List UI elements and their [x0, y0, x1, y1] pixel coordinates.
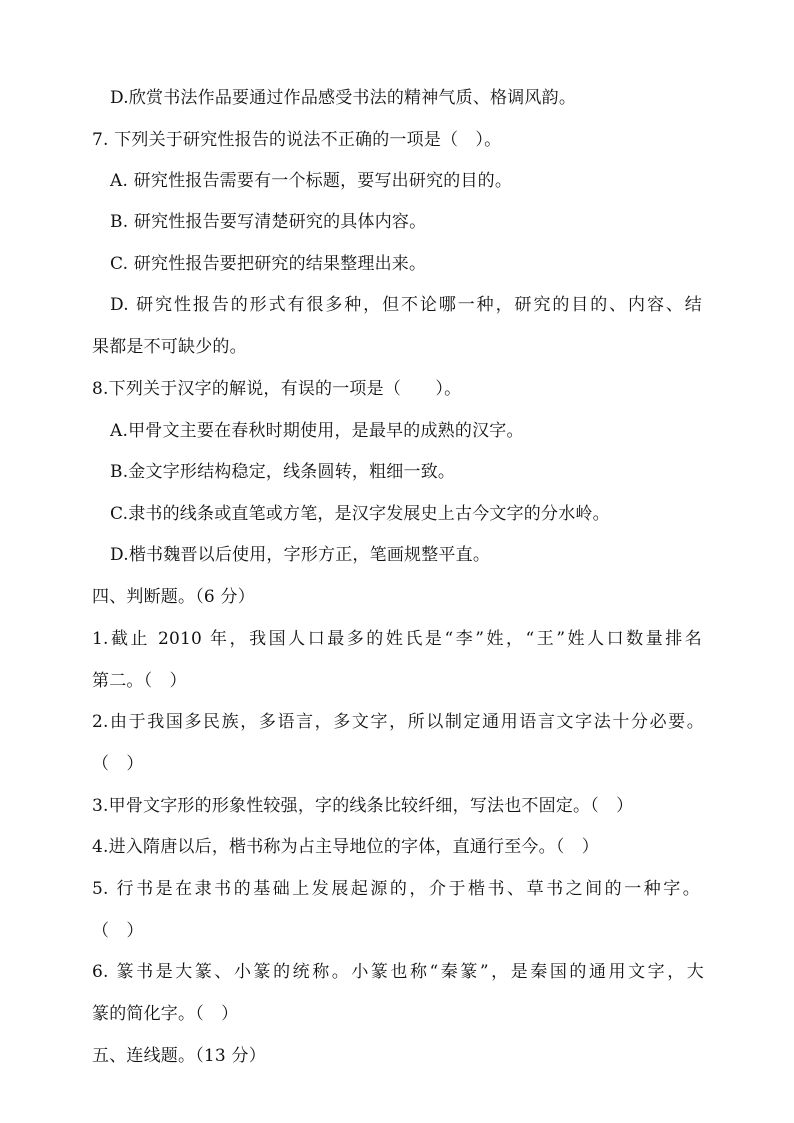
q8-stem: 8.下列关于汉字的解说，有误的一项是（ ）。	[92, 379, 462, 399]
judge-5-line1: 5. 行书是在隶书的基础上发展起源的，介于楷书、草书之间的一种字。	[92, 879, 700, 899]
judge-1-line1: 1.截止 2010 年，我国人口最多的姓氏是“李”姓，“王”姓人口数量排名	[92, 629, 702, 649]
q8-option-b: B.金文字形结构稳定，线条圆转，粗细一致。	[110, 462, 456, 482]
q7-option-d-line1: D. 研究性报告的形式有很多种，但不论哪一种，研究的目的、内容、结	[110, 295, 702, 315]
q8-option-c: C.隶书的线条或直笔或方笔，是汉字发展史上古今文字的分水岭。	[110, 504, 610, 524]
judge-3: 3.甲骨文字形的形象性较强，字的线条比较纤细，写法也不固定。（ ）	[92, 796, 634, 816]
q6-option-d: D.欣赏书法作品要通过作品感受书法的精神气质、格调风韵。	[110, 88, 577, 108]
section-4-heading: 四、判断题。（6 分）	[92, 587, 255, 607]
judge-4: 4.进入隋唐以后，楷书称为占主导地位的字体，直通行至今。（ ）	[92, 837, 599, 857]
judge-6-line1: 6. 篆书是大篆、小篆的统称。小篆也称“秦篆”，是秦国的通用文字，大	[92, 962, 704, 982]
q7-option-b: B. 研究性报告要写清楚研究的具体内容。	[110, 212, 427, 232]
judge-6-line2: 篆的简化字。（ ）	[92, 1004, 239, 1024]
judge-2-line1: 2.由于我国多民族，多语言，多文字，所以制定通用语言文字法十分必要。	[92, 712, 704, 732]
q7-option-c: C. 研究性报告要把研究的结果整理出来。	[110, 254, 427, 274]
judge-2-line2: （ ）	[92, 754, 144, 774]
section-5-heading: 五、连线题。（13 分）	[92, 1046, 266, 1066]
judge-1-line2: 第二。（ ）	[92, 671, 187, 691]
judge-5-line2: （ ）	[92, 921, 144, 941]
q7-option-d-line2: 果都是不可缺少的。	[92, 337, 247, 357]
q7-option-a: A. 研究性报告需要有一个标题，要写出研究的目的。	[110, 171, 513, 191]
q8-option-d: D.楷书魏晋以后使用，字形方正，笔画规整平直。	[110, 545, 491, 565]
q8-option-a: A.甲骨文主要在春秋时期使用，是最早的成熟的汉字。	[110, 421, 524, 441]
q7-stem: 7. 下列关于研究性报告的说法不正确的一项是（ ）。	[92, 130, 502, 150]
